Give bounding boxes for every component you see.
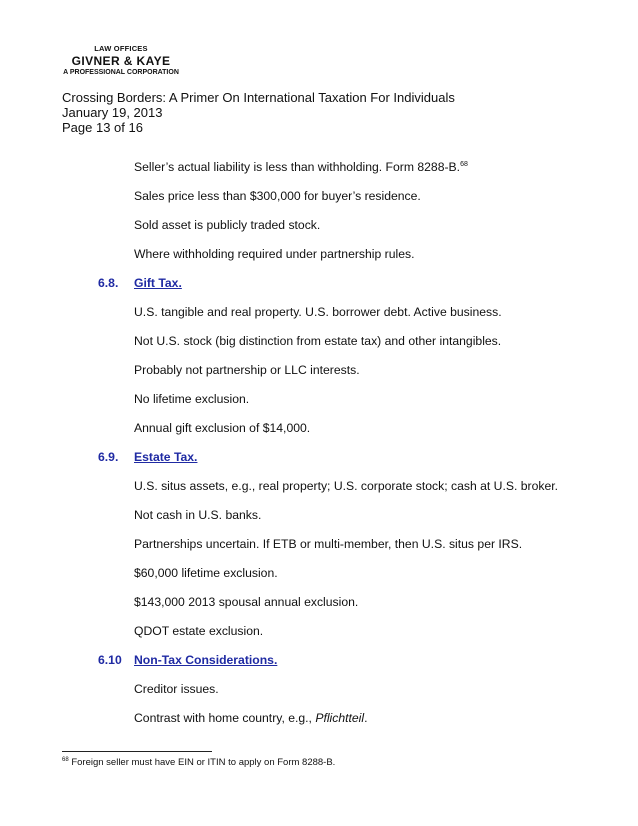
list-item	[62, 595, 582, 624]
section-title: Gift Tax.	[134, 276, 182, 290]
list-item	[62, 682, 582, 711]
list-item	[62, 247, 582, 276]
footnote-ref[interactable]: 68	[460, 161, 468, 168]
firm-name: GIVNER & KAYE	[71, 54, 171, 68]
law-offices-label: LAW OFFICES	[94, 44, 148, 53]
item-text: Seller’s actual liability is less than withholding. Form 8288-B.	[134, 160, 461, 174]
footnote-number: 68	[62, 757, 69, 763]
item-text: Where withholding required under partnership rules.	[134, 247, 415, 261]
item-text: Creditor issues.	[134, 682, 219, 696]
list-item	[62, 305, 582, 334]
item-text: Not cash in U.S. banks.	[134, 508, 262, 522]
list-item	[62, 624, 582, 653]
item-text: U.S. situs assets, e.g., real property; U.S. corporate stock; cash at U.S. broker.	[134, 479, 559, 493]
list-item	[62, 711, 582, 740]
list-item	[62, 363, 582, 392]
list-item	[62, 537, 582, 566]
item-text: Probably not partnership or LLC interests.	[134, 363, 360, 377]
italic-term: Pflichtteil	[315, 711, 365, 725]
section-title: Non-Tax Considerations.	[134, 653, 278, 667]
letterhead	[62, 44, 180, 77]
item-text: Contrast with home country, e.g.,	[134, 711, 316, 725]
footnote	[62, 757, 335, 768]
list-item	[62, 479, 582, 508]
item-text: $60,000 lifetime exclusion.	[134, 566, 278, 580]
item-text: $143,000 2013 spousal annual exclusion.	[134, 595, 359, 609]
section-heading-non-tax	[62, 653, 582, 682]
item-text: Partnerships uncertain. If ETB or multi-member, then U.S. situs per IRS.	[134, 537, 523, 551]
section-number: 6.9.	[98, 450, 119, 464]
page-body	[62, 160, 582, 740]
item-text: Sold asset is publicly traded stock.	[134, 218, 321, 232]
page-number: Page 13 of 16	[62, 120, 143, 135]
item-text: Not U.S. stock (big distinction from estate tax) and other intangibles.	[134, 334, 502, 348]
list-item	[62, 189, 582, 218]
section-heading-estate-tax	[62, 450, 582, 479]
document-header	[62, 90, 455, 135]
item-text: QDOT estate exclusion.	[134, 624, 264, 638]
section-title: Estate Tax.	[134, 450, 198, 464]
item-text: U.S. tangible and real property. U.S. borrower debt. Active business.	[134, 305, 502, 319]
list-item	[62, 334, 582, 363]
list-item	[62, 508, 582, 537]
section-number: 6.8.	[98, 276, 119, 290]
document-title: Crossing Borders: A Primer On International Taxation For Individuals	[62, 90, 455, 105]
section-number: 6.10	[98, 653, 122, 667]
list-item	[62, 421, 582, 450]
footnote-divider	[62, 751, 212, 752]
list-item	[62, 218, 582, 247]
item-text-suffix: .	[364, 711, 368, 725]
list-item	[62, 566, 582, 595]
section-heading-gift-tax	[62, 276, 582, 305]
item-text: Annual gift exclusion of $14,000.	[134, 421, 311, 435]
list-item	[62, 392, 582, 421]
item-text: Sales price less than $300,000 for buyer’s residence.	[134, 189, 421, 203]
list-item	[62, 160, 582, 189]
document-date: January 19, 2013	[62, 105, 163, 120]
item-text: No lifetime exclusion.	[134, 392, 250, 406]
corporation-label: A PROFESSIONAL CORPORATION	[63, 69, 179, 76]
footnote-text: Foreign seller must have EIN or ITIN to apply on Form 8288-B.	[68, 757, 336, 768]
